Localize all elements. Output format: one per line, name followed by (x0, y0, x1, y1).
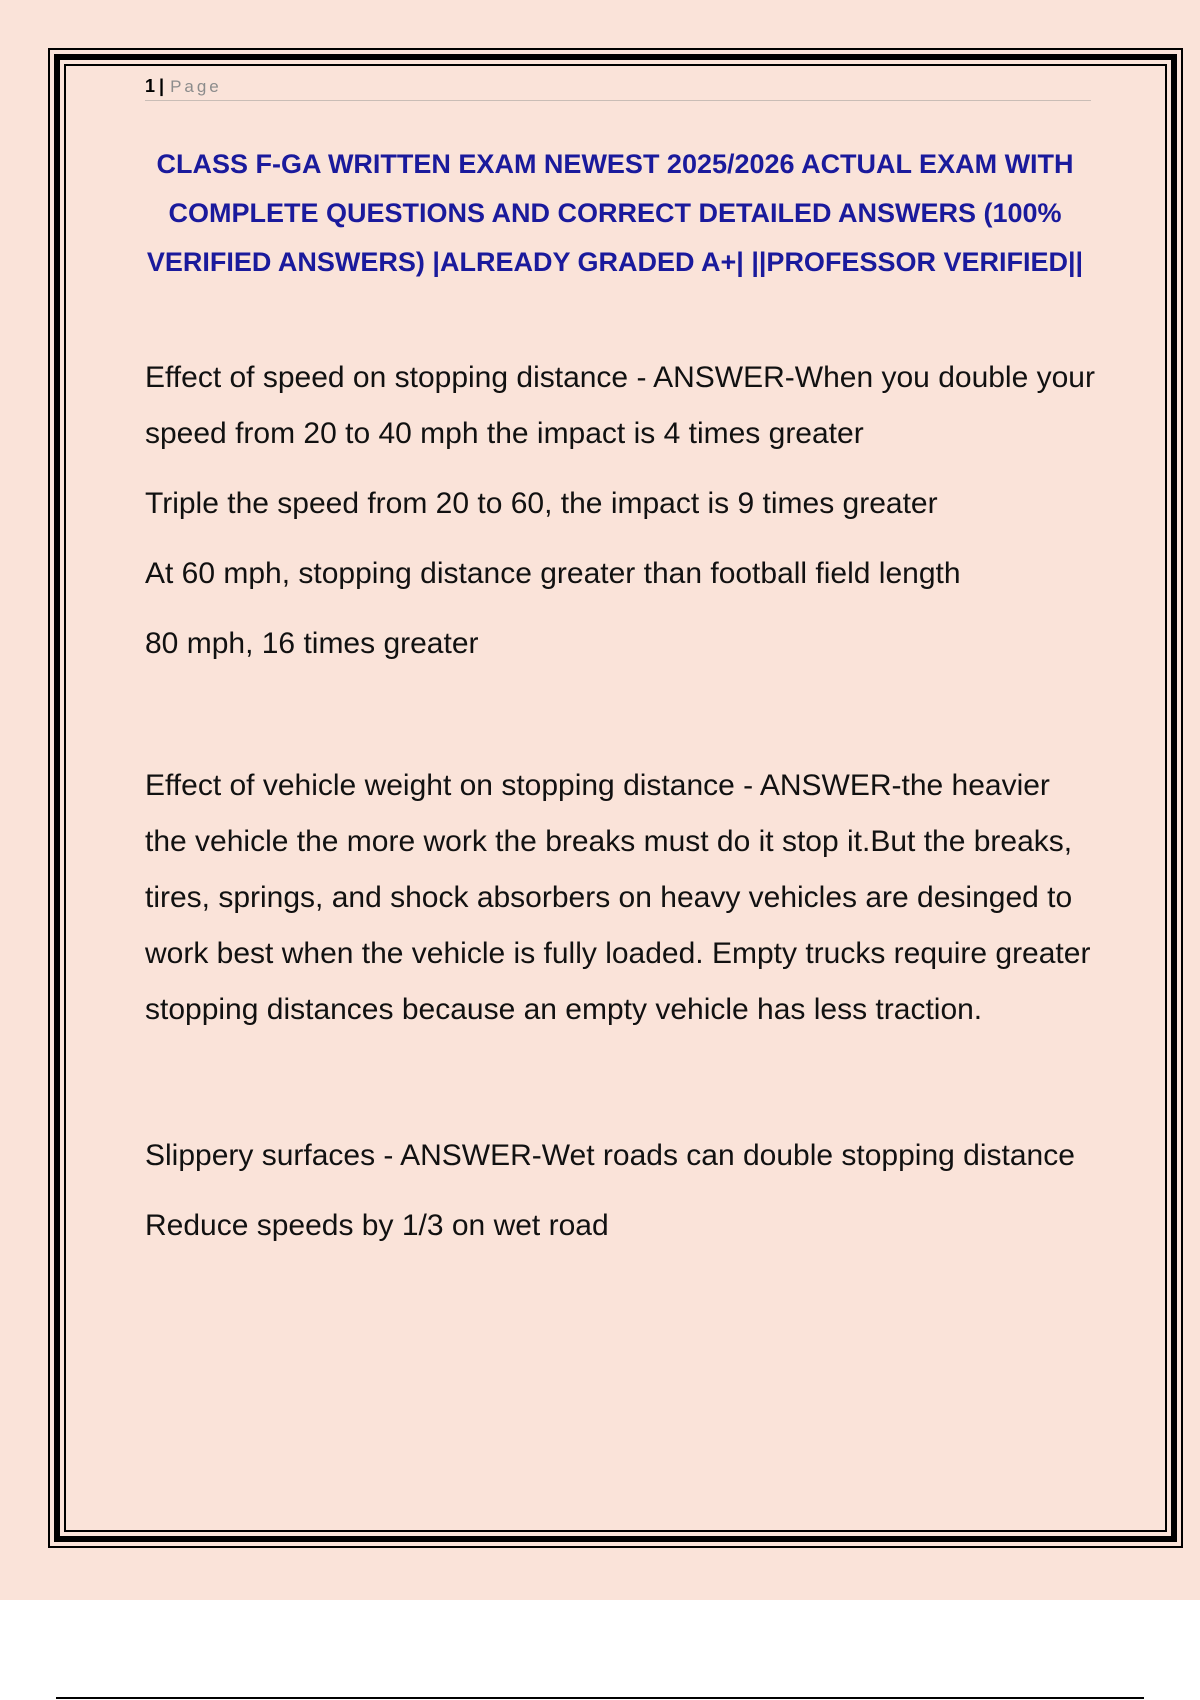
paragraph-speed-effect: Effect of speed on stopping distance - ANSWER-When you double your speed from 20 to 40 mph the impact is 4 times greater (145, 361, 1095, 450)
paragraph-slippery-surfaces: Slippery surfaces - ANSWER-Wet roads can double stopping distance (145, 1139, 1075, 1172)
header-rule (145, 100, 1091, 101)
paragraph-triple-speed: Triple the speed from 20 to 60, the impact is 9 times greater (145, 487, 938, 520)
paragraph-80-mph: 80 mph, 16 times greater (145, 627, 479, 660)
paragraph-vehicle-weight: Effect of vehicle weight on stopping distance - ANSWER-the heavier the vehicle the more work the breaks must do it stop it.But the breaks, tires, springs, and shock absorbers on heavy vehicles are desinged to work best when the vehicle is fully loaded. Empty trucks require greater stopping distances because an empty vehicle has less traction. (145, 769, 1091, 1026)
page-number: 1 (145, 76, 156, 96)
document-body (145, 350, 1095, 1254)
paragraph-60-mph: At 60 mph, stopping distance greater than football field length (145, 557, 961, 590)
paragraph-reduce-speed: Reduce speeds by 1/3 on wet road (145, 1209, 609, 1242)
page-label: Page (170, 77, 222, 96)
page-header-separator: | (159, 76, 165, 96)
document-title: CLASS F-GA WRITTEN EXAM NEWEST 2025/2026 ACTUAL EXAM WITH COMPLETE QUESTIONS AND CORRECT DETAILED ANSWERS (100% VERIFIED ANSWERS) |ALREADY GRADED A+| ||PROFESSOR VERIFIED|| (146, 149, 1084, 277)
footer-rule (56, 1697, 1144, 1699)
page-header (145, 76, 222, 97)
